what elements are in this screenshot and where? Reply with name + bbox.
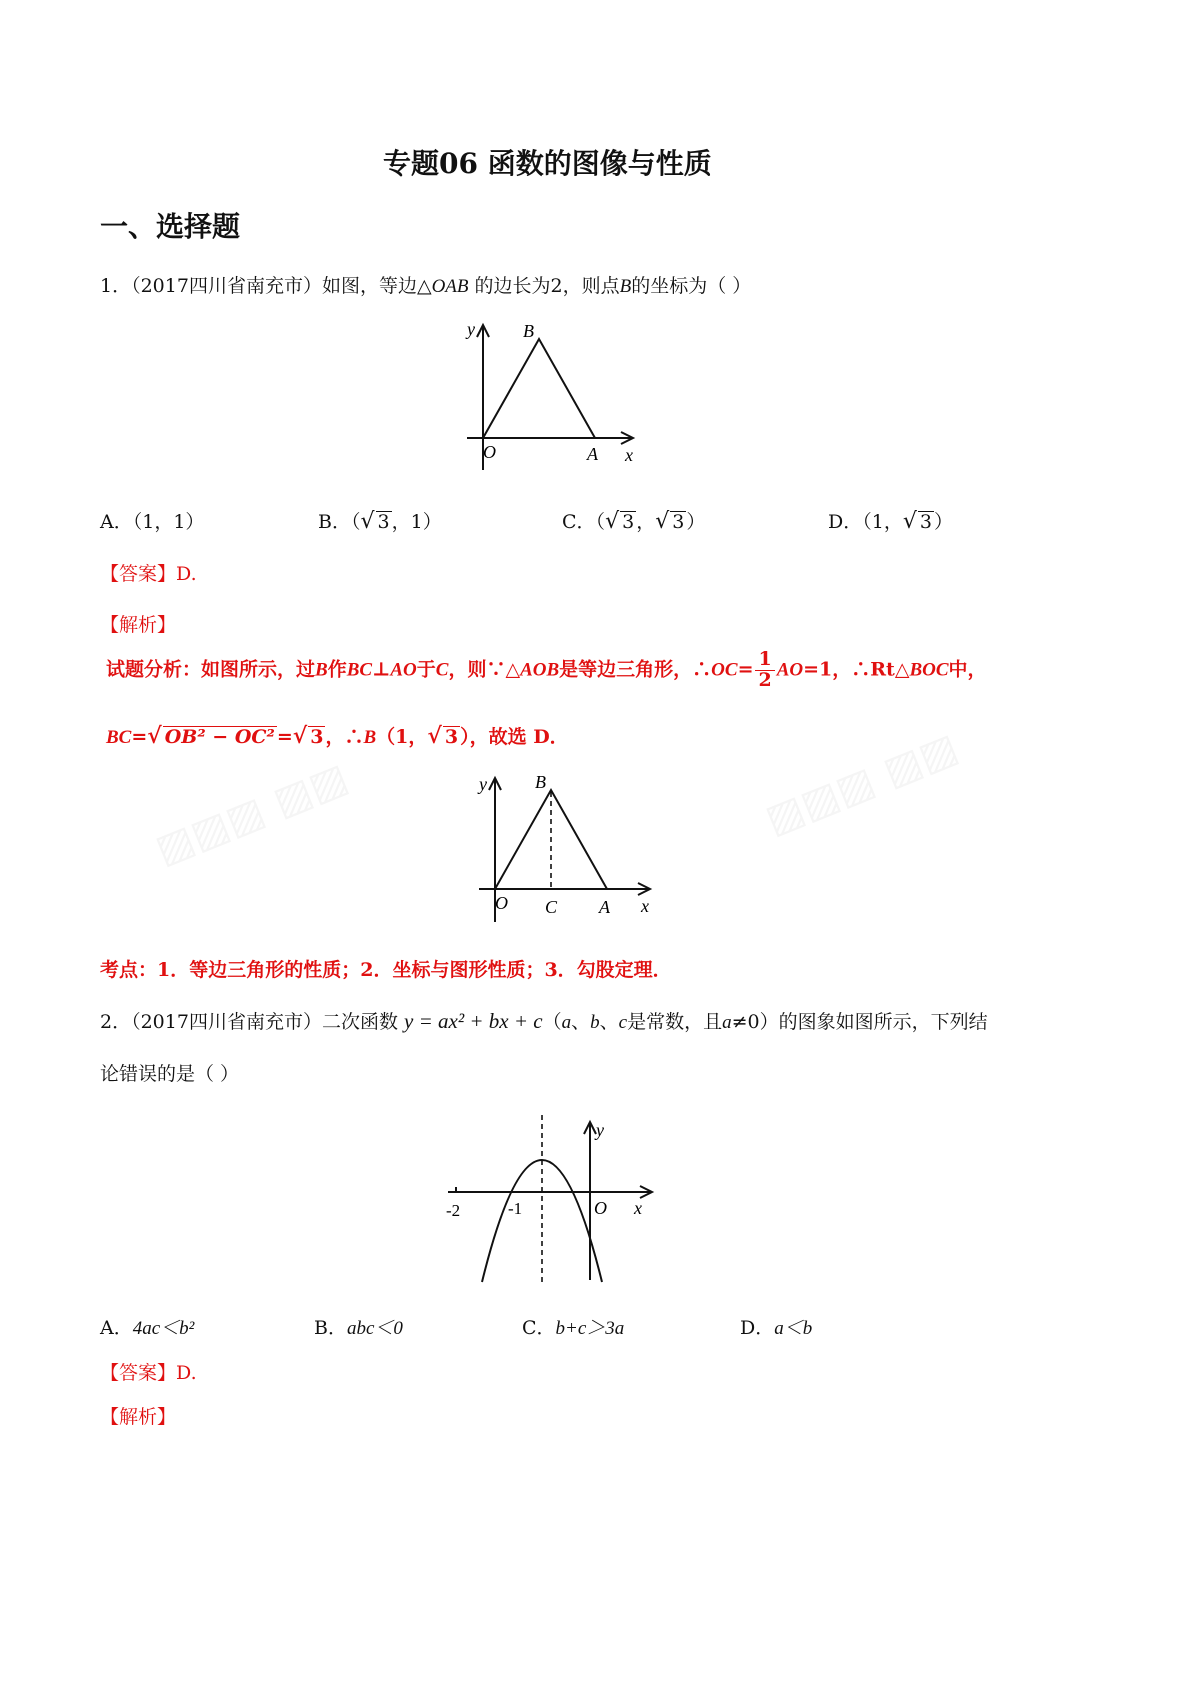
q2-answer: 【答案】D. bbox=[100, 1362, 197, 1384]
fig3-label-x: x bbox=[634, 1198, 642, 1218]
fig1-label-O: O bbox=[483, 442, 496, 462]
fig1-label-B: B bbox=[523, 321, 534, 341]
watermark-right: ▨▨▨ ▨▨ bbox=[758, 723, 965, 844]
q1-kaodian: 考点：1．等边三角形的性质；2．坐标与图形性质；3．勾股定理． bbox=[100, 959, 672, 981]
fig1-label-x: x bbox=[625, 445, 633, 465]
fig2-label-C: C bbox=[545, 897, 558, 917]
q1-analysis-label: 【解析】 bbox=[100, 614, 177, 636]
q1-analysis-line2: BC=√ OB² − OC² =√ 3 ，∴B（1，√ 3 ），故选 D． bbox=[106, 723, 569, 749]
q2-analysis-label: 【解析】 bbox=[100, 1406, 177, 1428]
q2-option-a: A．4ac＜b² bbox=[100, 1317, 195, 1339]
q2-option-c: C．b+c＞3a bbox=[522, 1317, 625, 1339]
fig3-label-O: O bbox=[594, 1198, 607, 1218]
q2-option-b: B．abc＜0 bbox=[314, 1317, 403, 1339]
fig2-label-B: B bbox=[535, 772, 546, 792]
fig3-label-minus1: -1 bbox=[508, 1199, 523, 1218]
fig1-label-A: A bbox=[587, 444, 598, 464]
figure-2-triangle-with-height bbox=[465, 770, 660, 930]
fig2-label-O: O bbox=[495, 893, 508, 913]
question-1-text: 1．（2017四川省南充市）如图，等边△OAB 的边长为2，则点B的坐标为（ ） bbox=[100, 275, 752, 297]
fig3-label-minus2: -2 bbox=[446, 1201, 461, 1220]
figure-3-parabola bbox=[440, 1110, 665, 1285]
q1-answer: 【答案】D. bbox=[100, 563, 197, 585]
q1-option-d: D．（1，√ 3 ） bbox=[828, 509, 953, 534]
q1-option-b: B．（√ 3 ，1） bbox=[318, 509, 442, 534]
q1-analysis-line1: 试题分析：如图所示，过B作BC⊥AO于C，则∵△AOB是等边三角形，∴OC= $\frac{1}{2}$ AO=1，∴Rt△BOC中， bbox=[106, 648, 987, 691]
section-heading: 一、选择题 bbox=[100, 210, 241, 243]
question-2-text: 2．（2017四川省南充市）二次函数 y = ax² + bx + c（a、b、c是常数，且a≠0）的图象如图所示，下列结 bbox=[100, 1009, 988, 1033]
watermark-left: ▨▨▨ ▨▨ bbox=[148, 753, 355, 874]
q2-option-d: D．a＜b bbox=[740, 1317, 813, 1339]
fig3-label-y: y bbox=[596, 1120, 604, 1140]
page-title: 专题06 函数的图像与性质 bbox=[383, 147, 712, 180]
fig1-label-y: y bbox=[467, 319, 475, 339]
fraction-one-half: $\frac{1}{2}$ bbox=[755, 650, 774, 691]
q1-option-c: C．（√ 3 ，√ 3 ） bbox=[562, 509, 706, 534]
fig2-label-y: y bbox=[479, 774, 487, 794]
figure-1-triangle bbox=[455, 315, 650, 480]
fig2-label-x: x bbox=[641, 896, 649, 916]
fig2-label-A: A bbox=[599, 897, 610, 917]
question-2-line2: 论错误的是（ ） bbox=[100, 1063, 240, 1085]
q1-option-a: A．（1，1） bbox=[100, 511, 205, 533]
